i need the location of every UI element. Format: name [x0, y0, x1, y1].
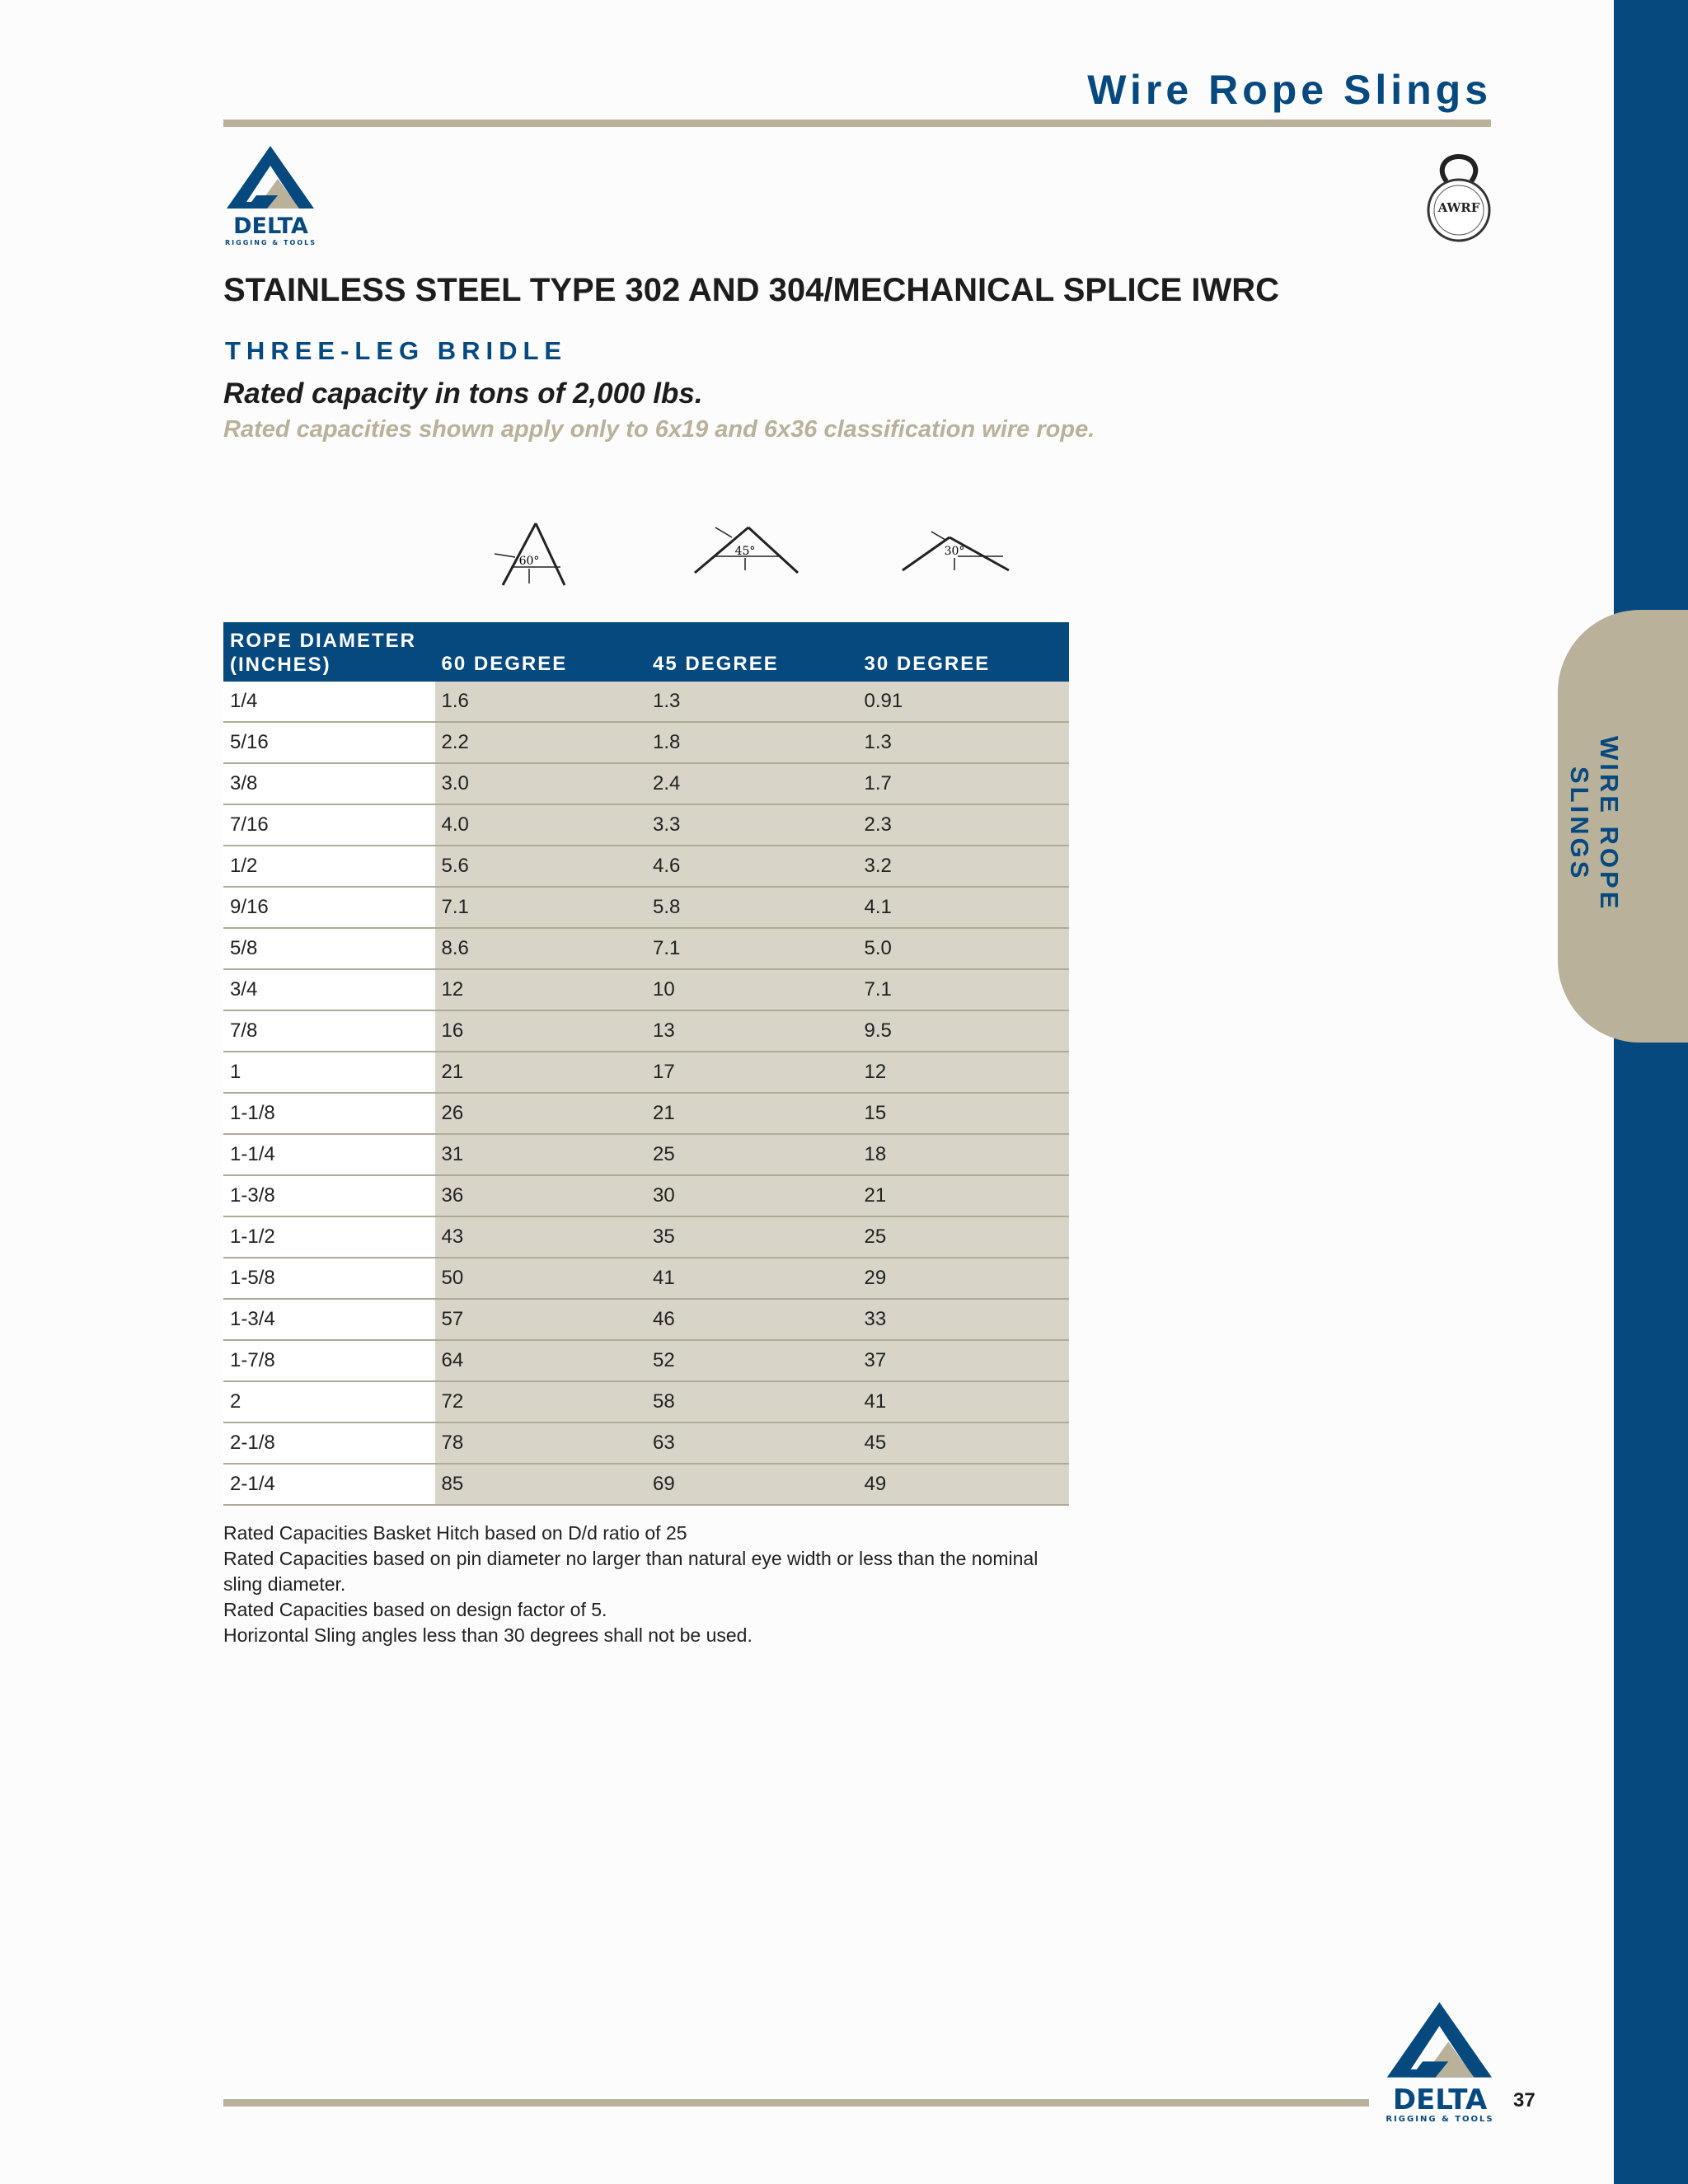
rope-diameter-cell: 5/16	[223, 722, 435, 763]
footnote: Rated Capacities based on design factor of 5.	[223, 1599, 607, 1620]
page-number: 37	[1513, 2089, 1536, 2111]
capacity-60-cell: 57	[435, 1299, 647, 1340]
capacity-60-cell: 72	[435, 1381, 647, 1422]
capacity-45-cell: 1.3	[646, 682, 858, 722]
capacity-60-cell: 1.6	[435, 682, 647, 722]
logo-tagline: RIGGING & TOOLS	[225, 239, 316, 246]
rope-diameter-cell: 1-1/4	[223, 1134, 435, 1175]
capacity-30-cell: 5.0	[858, 928, 1070, 969]
capacity-60-cell: 26	[435, 1093, 647, 1134]
rope-diameter-cell: 1-5/8	[223, 1258, 435, 1299]
angle-30-label: 30°	[944, 545, 965, 558]
angle-45-diagram	[691, 519, 806, 589]
capacity-45-cell: 7.1	[646, 928, 858, 969]
table-row	[223, 682, 1069, 722]
rope-diameter-cell: 1-1/2	[223, 1216, 435, 1258]
capacity-60-cell: 3.0	[435, 763, 647, 804]
table-row	[223, 928, 1069, 969]
capacity-note: Rated capacity in tons of 2,000 lbs.	[223, 377, 703, 410]
capacity-60-cell: 8.6	[435, 928, 647, 969]
capacity-30-cell: 33	[858, 1299, 1070, 1340]
logo-wordmark: DELTA	[233, 213, 308, 239]
rope-diameter-cell: 1-7/8	[223, 1340, 435, 1381]
header-rope-diameter-line2: (INCHES)	[230, 654, 331, 676]
rope-diameter-cell: 9/16	[223, 887, 435, 928]
table-row	[223, 1175, 1069, 1216]
capacity-60-cell: 43	[435, 1216, 647, 1258]
header-rule	[223, 120, 1491, 127]
table-row	[223, 1010, 1069, 1052]
capacity-30-cell: 25	[858, 1216, 1070, 1258]
rope-diameter-cell: 1-3/8	[223, 1175, 435, 1216]
rope-diameter-cell: 2	[223, 1381, 435, 1422]
awrf-badge-text: AWRF	[1437, 200, 1480, 215]
right-edge-band	[1614, 0, 1688, 2184]
logo-footer-tagline: RIGGING & TOOLS	[1386, 2115, 1494, 2124]
angle-45-label: 45°	[734, 545, 756, 558]
capacity-30-cell: 0.91	[858, 682, 1070, 722]
capacity-30-cell: 7.1	[858, 969, 1070, 1010]
capacity-45-cell: 63	[646, 1422, 858, 1464]
capacity-30-cell: 41	[858, 1381, 1070, 1422]
table-row	[223, 1134, 1069, 1175]
delta-logo-footer-icon	[1383, 1999, 1497, 2081]
angle-60-diagram	[478, 519, 593, 589]
capacity-30-cell: 29	[858, 1258, 1070, 1299]
capacity-45-cell: 5.8	[646, 887, 858, 928]
capacity-60-cell: 31	[435, 1134, 647, 1175]
table-header-row	[223, 622, 1069, 682]
logo-footer-wordmark: DELTA	[1392, 2083, 1488, 2116]
rope-diameter-cell: 1-3/4	[223, 1299, 435, 1340]
capacity-45-cell: 13	[646, 1010, 858, 1052]
capacity-45-cell: 69	[646, 1464, 858, 1505]
table-row	[223, 1381, 1069, 1422]
table-row	[223, 1216, 1069, 1258]
table-row	[223, 1052, 1069, 1093]
awrf-badge	[1422, 152, 1496, 243]
capacity-45-cell: 4.6	[646, 846, 858, 887]
rope-diameter-cell: 7/16	[223, 804, 435, 846]
footnote: Horizontal Sling angles less than 30 degrees shall not be used.	[223, 1624, 753, 1646]
capacity-30-cell: 49	[858, 1464, 1070, 1505]
angle-30-diagram	[900, 519, 1015, 589]
header-30-degree: 30 DEGREE	[858, 622, 1070, 682]
header-60-degree: 60 DEGREE	[435, 622, 647, 682]
capacity-60-cell: 85	[435, 1464, 647, 1505]
capacity-30-cell: 4.1	[858, 887, 1070, 928]
capacity-45-cell: 30	[646, 1175, 858, 1216]
capacity-60-cell: 5.6	[435, 846, 647, 887]
footer-rule	[223, 2099, 1369, 2107]
angle-60-label: 60°	[518, 555, 540, 568]
header-rope-diameter	[223, 622, 435, 682]
capacity-45-cell: 17	[646, 1052, 858, 1093]
table-row	[223, 1340, 1069, 1381]
table-row	[223, 804, 1069, 846]
capacity-30-cell: 1.3	[858, 722, 1070, 763]
classification-note: Rated capacities shown apply only to 6x19 and 6x36 classification wire rope.	[223, 416, 1095, 443]
rope-diameter-cell: 1/4	[223, 682, 435, 722]
footnote: Rated Capacities Basket Hitch based on D/d ratio of 25	[223, 1522, 687, 1544]
capacity-table-body	[223, 682, 1069, 1505]
capacity-30-cell: 3.2	[858, 846, 1070, 887]
capacity-45-cell: 41	[646, 1258, 858, 1299]
capacity-60-cell: 64	[435, 1340, 647, 1381]
table-row	[223, 846, 1069, 887]
capacity-60-cell: 2.2	[435, 722, 647, 763]
capacity-60-cell: 36	[435, 1175, 647, 1216]
capacity-30-cell: 9.5	[858, 1010, 1070, 1052]
capacity-45-cell: 25	[646, 1134, 858, 1175]
capacity-45-cell: 10	[646, 969, 858, 1010]
delta-logo-icon	[223, 144, 318, 210]
capacity-30-cell: 37	[858, 1340, 1070, 1381]
section-tab-label: WIRE ROPE SLINGS	[1565, 736, 1624, 912]
awrf-seal-icon	[1422, 152, 1496, 243]
rope-diameter-cell: 3/4	[223, 969, 435, 1010]
capacity-60-cell: 16	[435, 1010, 647, 1052]
capacity-45-cell: 46	[646, 1299, 858, 1340]
capacity-45-cell: 21	[646, 1093, 858, 1134]
rope-diameter-cell: 5/8	[223, 928, 435, 969]
table-row	[223, 1258, 1069, 1299]
rope-diameter-cell: 1-1/8	[223, 1093, 435, 1134]
rope-diameter-cell: 1/2	[223, 846, 435, 887]
capacity-60-cell: 7.1	[435, 887, 647, 928]
capacity-45-cell: 3.3	[646, 804, 858, 846]
capacity-60-cell: 78	[435, 1422, 647, 1464]
header-rope-diameter-line1: ROPE DIAMETER	[230, 630, 417, 652]
rope-diameter-cell: 1	[223, 1052, 435, 1093]
delta-logo-footer	[1383, 1999, 1497, 2126]
header-45-degree: 45 DEGREE	[646, 622, 858, 682]
capacity-45-cell: 35	[646, 1216, 858, 1258]
table-row	[223, 887, 1069, 928]
capacity-45-cell: 2.4	[646, 763, 858, 804]
rope-diameter-cell: 7/8	[223, 1010, 435, 1052]
rope-diameter-cell: 2-1/8	[223, 1422, 435, 1464]
capacity-30-cell: 21	[858, 1175, 1070, 1216]
section-subtitle: THREE-LEG BRIDLE	[225, 336, 568, 365]
delta-logo	[223, 144, 318, 251]
capacity-45-cell: 58	[646, 1381, 858, 1422]
table-row	[223, 1299, 1069, 1340]
capacity-45-cell: 52	[646, 1340, 858, 1381]
capacity-60-cell: 12	[435, 969, 647, 1010]
rope-diameter-cell: 3/8	[223, 763, 435, 804]
capacity-30-cell: 18	[858, 1134, 1070, 1175]
page-title: STAINLESS STEEL TYPE 302 AND 304/MECHANICAL SPLICE IWRC	[223, 272, 1279, 308]
capacity-30-cell: 2.3	[858, 804, 1070, 846]
capacity-30-cell: 1.7	[858, 763, 1070, 804]
page-header-title: Wire Rope Slings	[1087, 67, 1492, 113]
table-row	[223, 722, 1069, 763]
table-row	[223, 1093, 1069, 1134]
capacity-30-cell: 12	[858, 1052, 1070, 1093]
capacity-60-cell: 4.0	[435, 804, 647, 846]
capacity-table	[223, 622, 1069, 1506]
table-row	[223, 763, 1069, 804]
capacity-45-cell: 1.8	[646, 722, 858, 763]
rope-diameter-cell: 2-1/4	[223, 1464, 435, 1505]
table-row	[223, 1422, 1069, 1464]
capacity-30-cell: 45	[858, 1422, 1070, 1464]
capacity-60-cell: 21	[435, 1052, 647, 1093]
footnote: Rated Capacities based on pin diameter no larger than natural eye width or less than the nominal sling diameter.	[223, 1548, 1039, 1595]
capacity-60-cell: 50	[435, 1258, 647, 1299]
table-row	[223, 1464, 1069, 1505]
table-row	[223, 969, 1069, 1010]
capacity-30-cell: 15	[858, 1093, 1070, 1134]
footnotes	[223, 1521, 1056, 1648]
